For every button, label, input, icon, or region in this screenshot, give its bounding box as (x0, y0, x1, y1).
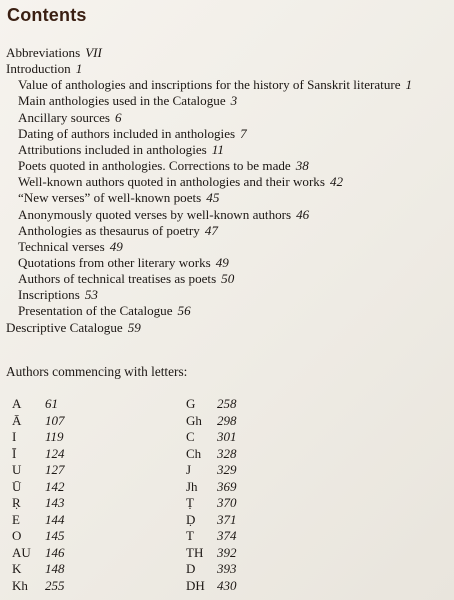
letter-label: T (186, 528, 194, 543)
toc-entry-label: Main anthologies used in the Catalogue (18, 93, 226, 109)
toc-entry-label: Anthologies as thesaurus of poetry (18, 222, 200, 238)
toc-entry (18, 142, 224, 158)
letter-label: G (186, 396, 196, 411)
letter-label: O (12, 528, 22, 543)
letter-index-row (12, 396, 58, 412)
toc-entry (18, 255, 229, 271)
toc-entry-page: 11 (211, 141, 224, 157)
toc-entry (18, 271, 234, 287)
letter-label: E (12, 511, 20, 527)
toc-entry-label: Poets quoted in anthologies. Corrections to be made (18, 158, 291, 174)
toc-entry-label: Quotations from other literary works (18, 254, 211, 270)
toc-entry-page: 42 (329, 174, 344, 190)
letter-label: TH (186, 544, 204, 560)
letter-label: Ḍ (186, 511, 196, 527)
letter-label: Ā (12, 412, 22, 428)
letter-index-row (186, 578, 237, 594)
letter-page: 370 (217, 495, 237, 510)
letter-label: Ū (12, 478, 22, 494)
letter-label: Kh (12, 577, 28, 593)
toc-entry-page: 56 (177, 303, 191, 319)
toc-entry-page: 50 (221, 271, 235, 287)
toc-entry-label: “New verses” of well-known poets (18, 190, 202, 206)
letter-index-row (186, 512, 237, 528)
letter-page: 392 (217, 544, 237, 560)
letter-index-row (12, 462, 65, 478)
toc-entry-page: 59 (127, 319, 141, 335)
letter-label: Ī (12, 445, 17, 461)
letter-label: Gh (186, 412, 202, 428)
letter-index-row (12, 413, 65, 429)
letter-page: 393 (217, 561, 237, 576)
letter-label: I (12, 429, 17, 444)
toc-entry (6, 45, 102, 61)
toc-entry-page: 38 (295, 158, 309, 174)
letter-index-row (12, 578, 65, 594)
letter-index-row (186, 462, 237, 478)
letter-page: 124 (45, 445, 65, 461)
toc-entry-label: Value of anthologies and inscriptions for the history of Sanskrit literature (18, 77, 401, 93)
letter-label: K (12, 561, 22, 576)
toc-entry-label: Presentation of the Catalogue (18, 303, 173, 319)
letter-label: D (186, 561, 196, 576)
toc-entry (18, 126, 247, 142)
letter-index-row (186, 396, 237, 412)
letter-label: C (186, 429, 195, 444)
letter-index-row (186, 429, 237, 445)
toc-entry (18, 303, 191, 319)
toc-entry-label: Anonymously quoted verses by well-known authors (18, 206, 292, 222)
toc-entry-label: Descriptive Catalogue (6, 319, 123, 335)
letter-index-row (186, 495, 237, 511)
toc-entry (18, 174, 343, 190)
letter-page: 146 (45, 544, 65, 560)
letter-label: J (186, 462, 192, 477)
letter-page: 298 (217, 412, 237, 428)
letter-page: 258 (217, 396, 237, 411)
toc-entry (18, 207, 309, 223)
toc-entry-label: Dating of authors included in anthologies (18, 125, 236, 141)
letter-index-row (12, 429, 64, 445)
letter-page: 107 (45, 412, 65, 428)
toc-entry-label: Attributions included in anthologies (18, 141, 207, 157)
letter-index-row (186, 446, 237, 462)
letter-page: 61 (45, 396, 58, 411)
toc-entry (18, 239, 123, 255)
toc-entry-label: Technical verses (18, 238, 105, 254)
toc-entry-label: Inscriptions (18, 287, 80, 303)
toc-entry-label: Introduction (6, 61, 71, 77)
letter-index-row (12, 512, 65, 528)
toc-entry-label: Abbreviations (6, 45, 81, 60)
toc-entry-page: 3 (230, 93, 238, 109)
toc-entry (6, 320, 141, 336)
toc-entry-label: Well-known authors quoted in anthologies and their works (18, 174, 325, 190)
letter-page: 148 (45, 561, 65, 576)
letter-page: 371 (217, 511, 237, 527)
toc-entry-page: 45 (206, 190, 220, 206)
letter-label: A (12, 396, 22, 411)
letter-label: U (12, 462, 22, 477)
toc-entry (18, 110, 122, 126)
toc-entry-page: 1 (75, 61, 83, 77)
letter-page: 119 (45, 429, 64, 444)
letter-label: Ṛ (12, 495, 21, 510)
letter-page: 301 (217, 429, 237, 444)
toc-entry-page: 47 (204, 222, 218, 238)
letter-index-row (12, 528, 65, 544)
toc-entry-label: Authors of technical treatises as poets (18, 271, 217, 287)
letter-page: 145 (45, 528, 65, 543)
authors-heading: Authors commencing with letters: (6, 364, 188, 379)
toc-entry-label: Ancillary sources (18, 109, 110, 125)
letter-index-row (12, 479, 65, 495)
letter-label: DH (186, 577, 205, 593)
letter-index-row (12, 545, 65, 561)
letter-index-row (12, 495, 65, 511)
letter-label: Jh (186, 478, 198, 494)
toc-entry-page: 46 (296, 206, 310, 222)
letter-label: AU (12, 544, 31, 560)
toc-entry (18, 223, 218, 239)
toc-entry (18, 77, 412, 93)
letter-page: 142 (45, 478, 65, 494)
letter-page: 144 (45, 511, 65, 527)
toc-entry (18, 93, 237, 109)
toc-entry-page: VII (85, 45, 102, 60)
letter-index-row (12, 561, 65, 577)
letter-index-row (186, 413, 237, 429)
letter-page: 369 (217, 478, 237, 494)
toc-entry-page: 7 (240, 125, 247, 141)
letter-index-row (186, 479, 237, 495)
letter-page: 127 (45, 462, 65, 477)
letter-index-row (186, 545, 237, 561)
page-title: Contents (7, 5, 87, 25)
letter-label: Ch (186, 445, 202, 461)
toc-entry-page: 53 (84, 287, 98, 303)
letter-page: 255 (45, 577, 65, 593)
letter-page: 328 (217, 445, 237, 461)
toc-entry-page: 49 (109, 238, 123, 254)
letter-page: 143 (45, 495, 65, 510)
letter-index-row (186, 561, 237, 577)
toc-entry-page: 6 (115, 109, 122, 125)
letter-page: 374 (217, 528, 237, 543)
toc-entry (18, 158, 309, 174)
letter-index-row (12, 446, 65, 462)
letter-label: Ṭ (186, 495, 194, 510)
letter-index-row (186, 528, 237, 544)
toc-entry (18, 190, 219, 206)
letter-page: 430 (217, 577, 237, 593)
toc-entry-page: 49 (215, 254, 229, 270)
toc-entry (6, 61, 82, 77)
toc-entry (18, 287, 98, 303)
toc-entry-page: 1 (405, 77, 413, 93)
letter-page: 329 (217, 462, 237, 477)
